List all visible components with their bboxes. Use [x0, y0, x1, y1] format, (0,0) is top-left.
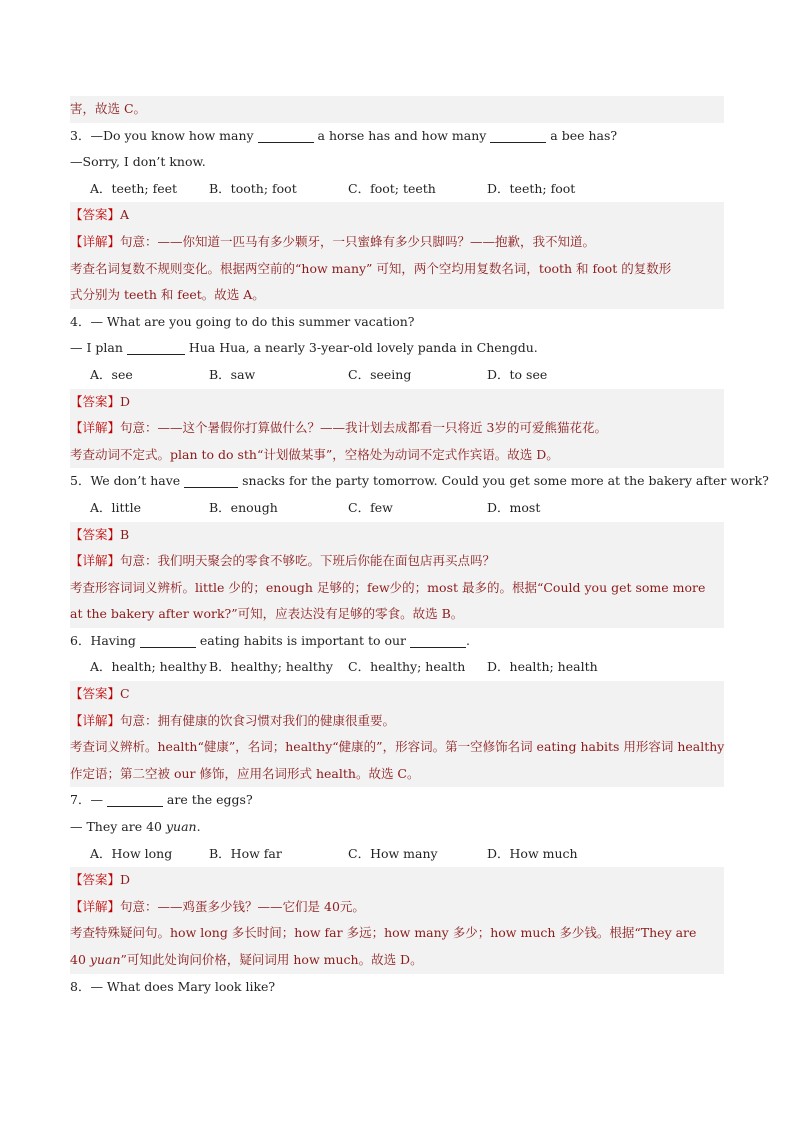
question-number: 6． [70, 632, 91, 648]
detail-tag: 【详解】 [70, 712, 121, 728]
question-6-explanation-cont: 作定语；第二空被 our 修饰，应用名词形式 health。故选 C。 [70, 761, 724, 788]
question-number: 4． [70, 313, 91, 329]
exam-page [70, 96, 769, 1000]
option-c: C．few [348, 499, 393, 515]
option-d: D．How much [487, 845, 578, 861]
question-7-stem: 7．— are the eggs? [70, 792, 253, 808]
question-3-options [70, 176, 724, 203]
question-8-stem: 8．— What does Mary look like? [70, 978, 276, 994]
detail-tag: 【详解】 [70, 898, 121, 914]
answer-tag: 【答案】 [70, 686, 121, 702]
option-d: D．teeth; foot [487, 180, 576, 196]
option-d: D．to see [487, 366, 548, 382]
question-7-explanation: 考查特殊疑问句。how long 多长时间；how far 多远；how many 多少；how much 多少钱。根据“They are [70, 920, 724, 947]
question-3-explanation: 考查名词复数不规则变化。根据两空前的“how many” 可知，两个空均用复数名词，tooth 和 foot 的复数形 [70, 256, 724, 283]
question-6-explanation: 考查词义辨析。health“健康”，名词；healthy“健康的”，形容词。第一空修饰名词 eating habits 用形容词 healthy [70, 734, 724, 761]
question-3-reply: —Sorry, I don’t know. [70, 154, 206, 170]
question-4-stem: 4．— What are you going to do this summer vacation? [70, 313, 415, 329]
question-3-detail: 【详解】句意：——你知道一匹马有多少颗牙，一只蜜蜂有多少只脚吗？——抱歉，我不知道。 [70, 229, 724, 256]
option-b: B．saw [209, 366, 256, 382]
question-4-explanation: 考查动词不定式。plan to do sth“计划做某事”，空格处为动词不定式作宾语。故选 D。 [70, 442, 724, 469]
answer-blank [490, 128, 546, 143]
option-c: C．How many [348, 845, 438, 861]
question-7-options [70, 841, 724, 868]
option-b: B．healthy; healthy [209, 659, 333, 675]
option-a: A．little [90, 499, 141, 515]
answer-tag: 【答案】 [70, 207, 121, 223]
question-7-answer: 【答案】D [70, 867, 724, 894]
answer-blank [107, 792, 163, 807]
detail-tag: 【详解】 [70, 553, 121, 569]
answer-blank [127, 340, 185, 355]
question-6-stem: 6．Having eating habits is important to our . [70, 632, 470, 648]
option-d: D．most [487, 499, 541, 515]
question-6-answer: 【答案】C [70, 681, 724, 708]
question-4-answer: 【答案】D [70, 389, 724, 416]
answer-tag: 【答案】 [70, 872, 121, 888]
answer-blank [258, 128, 314, 143]
answer-tag: 【答案】 [70, 526, 121, 542]
question-4-options [70, 362, 724, 389]
answer-tag: 【答案】 [70, 393, 121, 409]
question-number: 7． [70, 792, 91, 808]
question-6-detail: 【详解】句意：拥有健康的饮食习惯对我们的健康很重要。 [70, 708, 724, 735]
question-5-answer: 【答案】B [70, 522, 724, 549]
option-a: A．health; healthy [90, 659, 207, 675]
question-7-detail: 【详解】句意：——鸡蛋多少钱？——它们是 40元。 [70, 894, 724, 921]
question-7-reply: — They are 40 yuan. [70, 819, 201, 835]
question-5-stem: 5．We don’t have snacks for the party tomorrow. Could you get some more at the bakery after work? [70, 473, 769, 489]
question-6-options [70, 654, 724, 681]
question-5-explanation: 考查形容词词义辨析。little 少的；enough 足够的；few少的；most 最多的。根据“Could you get some more [70, 575, 724, 602]
answer-blank [410, 633, 466, 648]
question-4-detail: 【详解】句意：——这个暑假你打算做什么？——我计划去成都看一只将近 3岁的可爱熊猫花花。 [70, 415, 724, 442]
option-c: C．seeing [348, 366, 412, 382]
answer-blank [184, 473, 238, 488]
option-c: C．healthy; health [348, 659, 466, 675]
question-5-detail: 【详解】句意：我们明天聚会的零食不够吃。下班后你能在面包店再买点吗？ [70, 548, 724, 575]
question-5-explanation-cont: at the bakery after work?”可知，应表达没有足够的零食。故选 B。 [70, 601, 724, 628]
option-c: C．foot; teeth [348, 180, 436, 196]
question-3-answer: 【答案】A [70, 202, 724, 229]
question-3-explanation-cont: 式分别为 teeth 和 feet。故选 A。 [70, 282, 724, 309]
detail-continuation: 害，故选 C。 [70, 96, 724, 123]
option-b: B．How far [209, 845, 282, 861]
option-a: A．How long [90, 845, 173, 861]
question-number: 8． [70, 978, 91, 994]
question-3-stem: 3．—Do you know how many a horse has and how many a bee has? [70, 127, 618, 143]
question-number: 3． [70, 127, 91, 143]
option-a: A．see [90, 366, 133, 382]
answer-blank [140, 633, 196, 648]
question-7-explanation-cont: 40 yuan”可知此处询问价格，疑问词用 how much。故选 D。 [70, 947, 724, 974]
option-b: B．enough [209, 499, 278, 515]
option-a: A．teeth; feet [90, 180, 178, 196]
question-4-reply: — I plan Hua Hua, a nearly 3-year-old lovely panda in Chengdu. [70, 340, 538, 356]
detail-tag: 【详解】 [70, 420, 121, 436]
option-d: D．health; health [487, 659, 598, 675]
question-5-options [70, 495, 724, 522]
option-b: B．tooth; foot [209, 180, 297, 196]
question-number: 5． [70, 473, 91, 489]
detail-tag: 【详解】 [70, 233, 121, 249]
